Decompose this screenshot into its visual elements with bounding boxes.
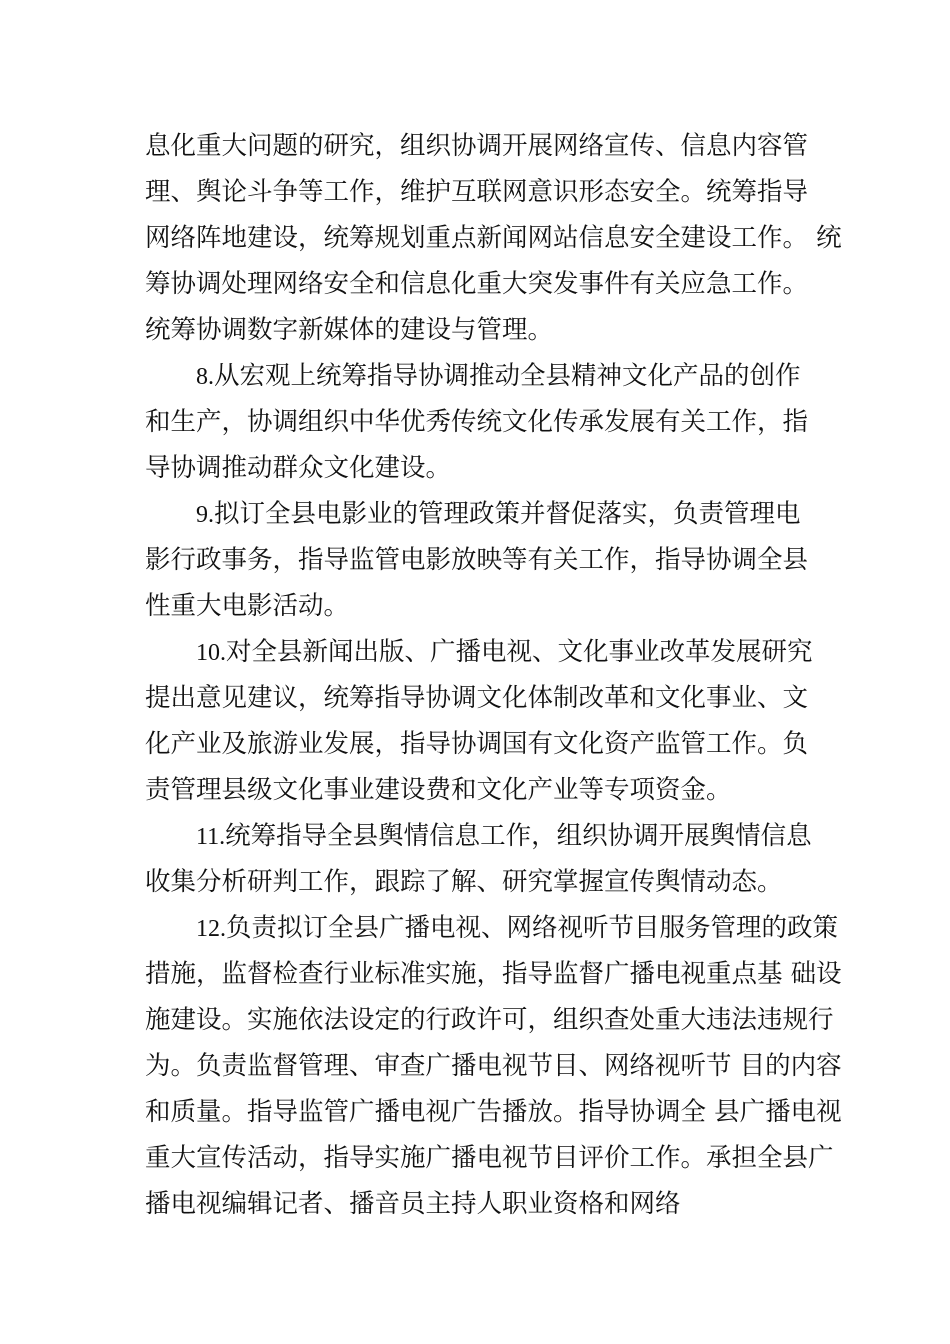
text-line: 筹协调处理网络安全和信息化重大突发事件有关应急工作。 <box>145 269 809 299</box>
paragraph-9-first-line: 9.拟订全县电影业的管理政策并督促落实，负责管理电 <box>196 499 801 529</box>
paragraph-8-first-line: 8.从宏观上统筹指导协调推动全县精神文化产品的创作 <box>196 361 801 391</box>
text-line: 重大宣传活动，指导实施广播电视节目评价工作。承担全县广 <box>145 1143 834 1173</box>
paragraph-number: 9. <box>196 502 214 528</box>
text-line: 和生产，协调组织中华优秀传统文化传承发展有关工作，指 <box>145 407 809 437</box>
text-line: 统筹协调数字新媒体的建设与管理。 <box>145 315 554 345</box>
text-line: 收集分析研判工作，跟踪了解、研究掌握宣传舆情动态。 <box>145 867 783 897</box>
text-line: 化产业及旅游业发展，指导协调国有文化资产监管工作。负 <box>145 729 809 759</box>
paragraph-number: 10. <box>196 640 226 666</box>
text-line: 为。负责监督管理、审查广播电视节目、网络视听节 目的内容 <box>145 1051 842 1081</box>
text-line: 施建设。实施依法设定的行政许可，组织查处重大违法违规行 <box>145 1005 834 1035</box>
text-line: 提出意见建议，统筹指导协调文化体制改革和文化事业、文 <box>145 683 809 713</box>
paragraph-12-first-line: 12.负责拟订全县广播电视、网络视听节目服务管理的政策 <box>196 913 839 943</box>
text-line: 网络阵地建设，统筹规划重点新闻网站信息安全建设工作。 统 <box>145 223 842 253</box>
text-line: 理、舆论斗争等工作，维护互联网意识形态安全。统筹指导 <box>145 177 809 207</box>
text-line: 责管理县级文化事业建设费和文化产业等专项资金。 <box>145 775 732 805</box>
paragraph-10-first-line: 10.对全县新闻出版、广播电视、文化事业改革发展研究 <box>196 637 813 667</box>
paragraph-number: 12. <box>196 916 226 942</box>
text-line: 措施，监督检查行业标准实施，指导监督广播电视重点基 础设 <box>145 959 842 989</box>
text-line: 性重大电影活动。 <box>145 591 350 621</box>
paragraph-number: 8. <box>196 364 214 390</box>
text-line: 播电视编辑记者、播音员主持人职业资格和网络 <box>145 1189 681 1219</box>
paragraph-number: 11. <box>196 824 226 850</box>
text-line: 息化重大问题的研究，组织协调开展网络宣传、信息内容管 <box>145 131 809 161</box>
paragraph-11-first-line: 11.统筹指导全县舆情信息工作，组织协调开展舆情信息 <box>196 821 812 851</box>
text-line: 影行政事务，指导监管电影放映等有关工作，指导协调全县 <box>145 545 809 575</box>
text-line: 导协调推动群众文化建设。 <box>145 453 452 483</box>
text-line: 和质量。指导监管广播电视广告播放。指导协调全 县广播电视 <box>145 1097 842 1127</box>
